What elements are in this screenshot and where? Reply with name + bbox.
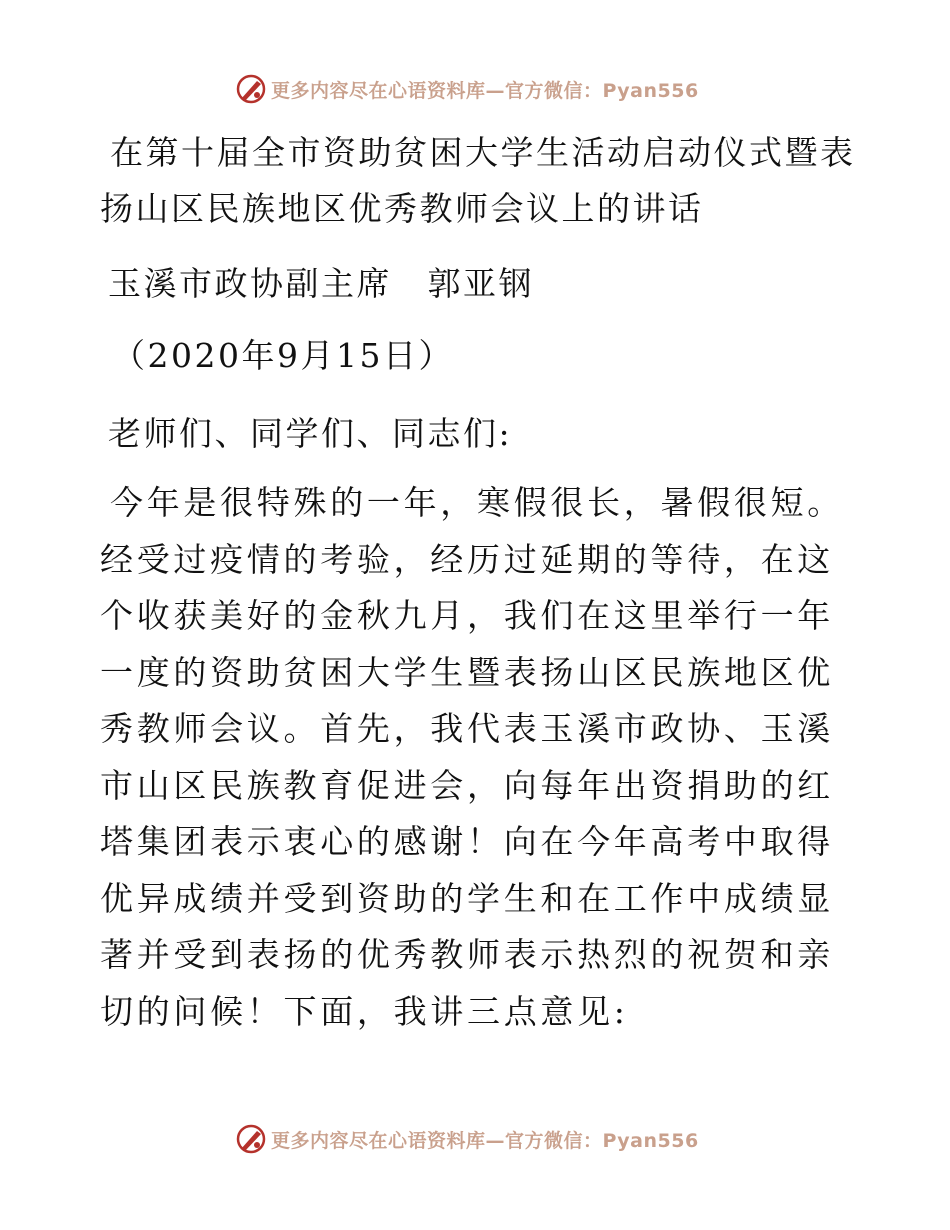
pen-circle-logo xyxy=(235,73,267,105)
speaker-line: 玉溪市政协副主席 郭亚钢 xyxy=(108,264,534,303)
watermark-text: 更多内容尽在心语资料库—官方微信：Pyan556 xyxy=(271,79,699,102)
speech-date: （2020年9月15日） xyxy=(112,336,454,375)
salutation: 老师们、同学们、同志们: xyxy=(108,414,513,453)
watermark-footer xyxy=(235,1122,699,1156)
pen-circle-logo xyxy=(235,1123,267,1155)
watermark-header xyxy=(235,72,699,106)
body-paragraph: 今年是很特殊的一年，寒假很长，暑假很短。经受过疫情的考验，经历过延期的等待，在这个收获美好的金秋九月，我们在这里举行一年一度的资助贫困大学生暨表扬山区民族地区优秀教师会议。首先，我代表玉溪市政协、玉溪市山区民族教育促进会，向每年出资捐助的红塔集团表示衷心的感谢！向在今年高考中取得优异成绩并受到资助的学生和在工作中成绩显著并受到表扬的优秀教师表示热烈的祝贺和亲切的问候！下面，我讲三点意见: xyxy=(100,483,844,1031)
watermark-text: 更多内容尽在心语资料库—官方微信：Pyan556 xyxy=(271,1129,699,1152)
document-title: 在第十届全市资助贫困大学生活动启动仪式暨表扬山区民族地区优秀教师会议上的讲话 xyxy=(100,133,856,228)
